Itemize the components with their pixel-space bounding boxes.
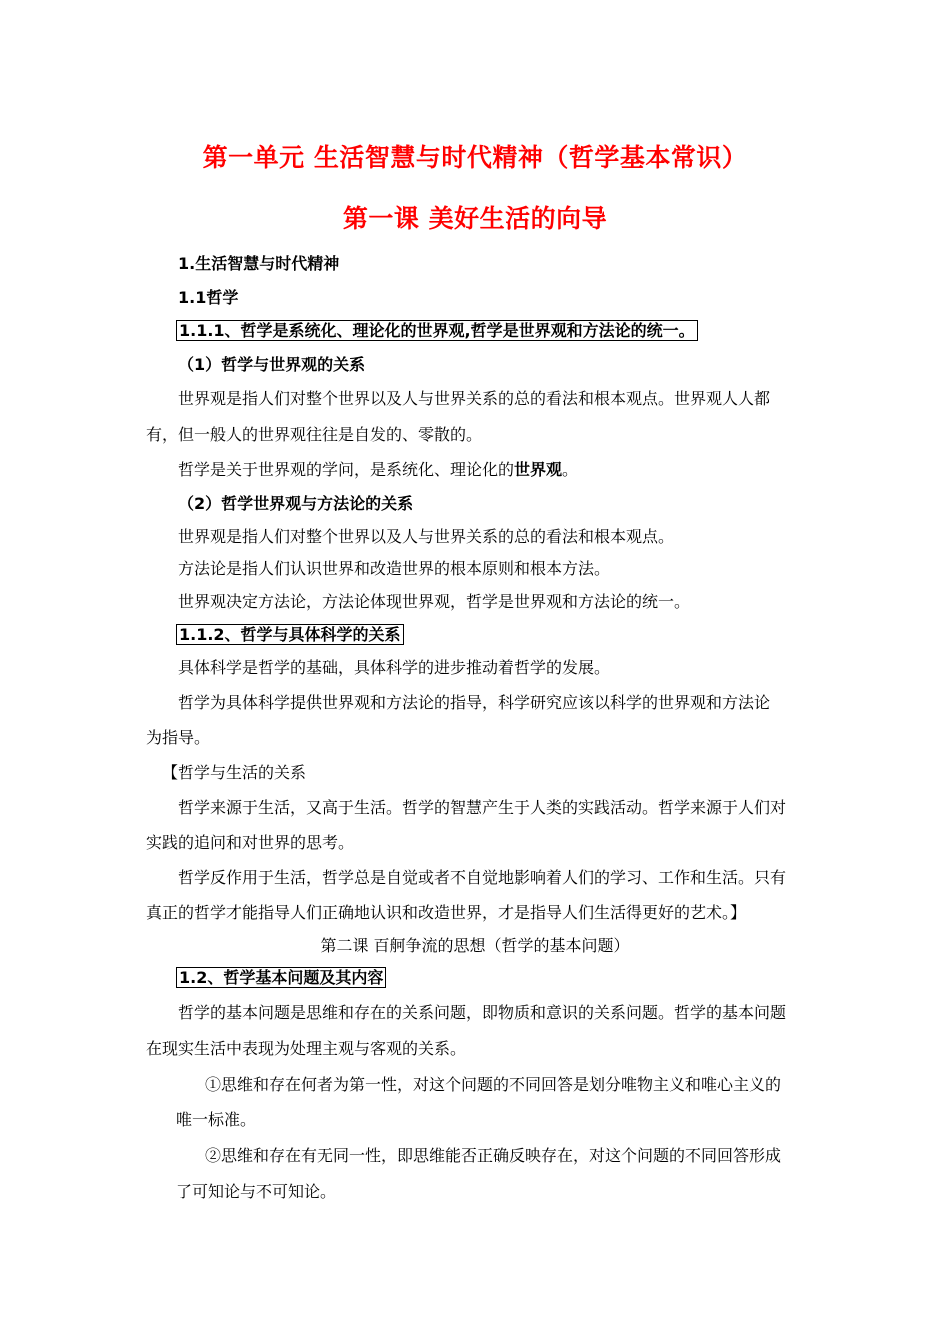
paragraph-line: ②思维和存在有无同一性，即思维能否正确反映存在，对这个问题的不同回答形成: [205, 1146, 782, 1165]
paragraph-line: 在现实生活中表现为处理主观与客观的关系。: [146, 1039, 467, 1058]
paragraph-text: 哲学是关于世界观的学问，是系统化、理论化的: [178, 460, 515, 479]
paragraph-line: 哲学为具体科学提供世界观和方法论的指导，科学研究应该以科学的世界观和方法论: [178, 693, 771, 712]
paragraph-line: 有，但一般人的世界观往往是自发的、零散的。: [146, 425, 483, 444]
paragraph-line: [178, 459, 578, 481]
section-heading-1: 1.生活智慧与时代精神: [178, 254, 340, 273]
paragraph-line: 哲学反作用于生活，哲学总是自觉或者不自觉地影响着人们的学习、工作和生活。只有: [178, 868, 787, 887]
paragraph-line: 世界观是指人们对整个世界以及人与世界关系的总的看法和根本观点。: [178, 527, 675, 546]
paragraph-line: 世界观决定方法论，方法论体现世界观，哲学是世界观和方法论的统一。: [178, 592, 691, 611]
paragraph-line: 世界观是指人们对整个世界以及人与世界关系的总的看法和根本观点。世界观人人都: [178, 389, 771, 408]
paragraph-line: ①思维和存在何者为第一性，对这个问题的不同回答是划分唯物主义和唯心主义的: [205, 1075, 782, 1094]
paragraph-line: 为指导。: [146, 728, 211, 747]
section-heading-1-1: 1.1哲学: [178, 288, 239, 307]
paragraph-line: 【哲学与生活的关系: [162, 763, 307, 782]
paragraph-line: 实践的追问和对世界的思考。: [146, 833, 355, 852]
paragraph-line: 唯一标准。: [176, 1110, 257, 1129]
paragraph-line: 了可知论与不可知论。: [176, 1182, 337, 1201]
subheading-2: （2）哲学世界观与方法论的关系: [178, 494, 414, 513]
lesson-title: 第一课 美好生活的向导: [342, 204, 608, 233]
paragraph-line: 具体科学是哲学的基础，具体科学的进步推动着哲学的发展。: [178, 658, 611, 677]
boxed-heading-1-1-1: 1.1.1、哲学是系统化、理论化的世界观,哲学是世界观和方法论的统一。: [176, 320, 698, 341]
boxed-heading-1-1-2: 1.1.2、哲学与具体科学的关系: [176, 624, 404, 645]
paragraph-line: 真正的哲学才能指导人们正确地认识和改造世界，才是指导人们生活得更好的艺术。】: [146, 903, 747, 922]
bold-term: 世界观: [514, 460, 563, 479]
boxed-heading-1-2: 1.2、哲学基本问题及其内容: [176, 967, 386, 988]
paragraph-line: 哲学来源于生活，又高于生活。哲学的智慧产生于人类的实践活动。哲学来源于人们对: [178, 798, 787, 817]
paragraph-line: 哲学的基本问题是思维和存在的关系问题，即物质和意识的关系问题。哲学的基本问题: [178, 1003, 787, 1022]
unit-title: 第一单元 生活智慧与时代精神（哲学基本常识）: [202, 143, 748, 172]
paragraph-line: 方法论是指人们认识世界和改造世界的根本原则和根本方法。: [178, 559, 611, 578]
paragraph-end: 。: [562, 460, 579, 479]
subheading-1: （1）哲学与世界观的关系: [178, 355, 366, 374]
lesson-2-heading: 第二课 百舸争流的思想（哲学的基本问题）: [320, 936, 630, 955]
